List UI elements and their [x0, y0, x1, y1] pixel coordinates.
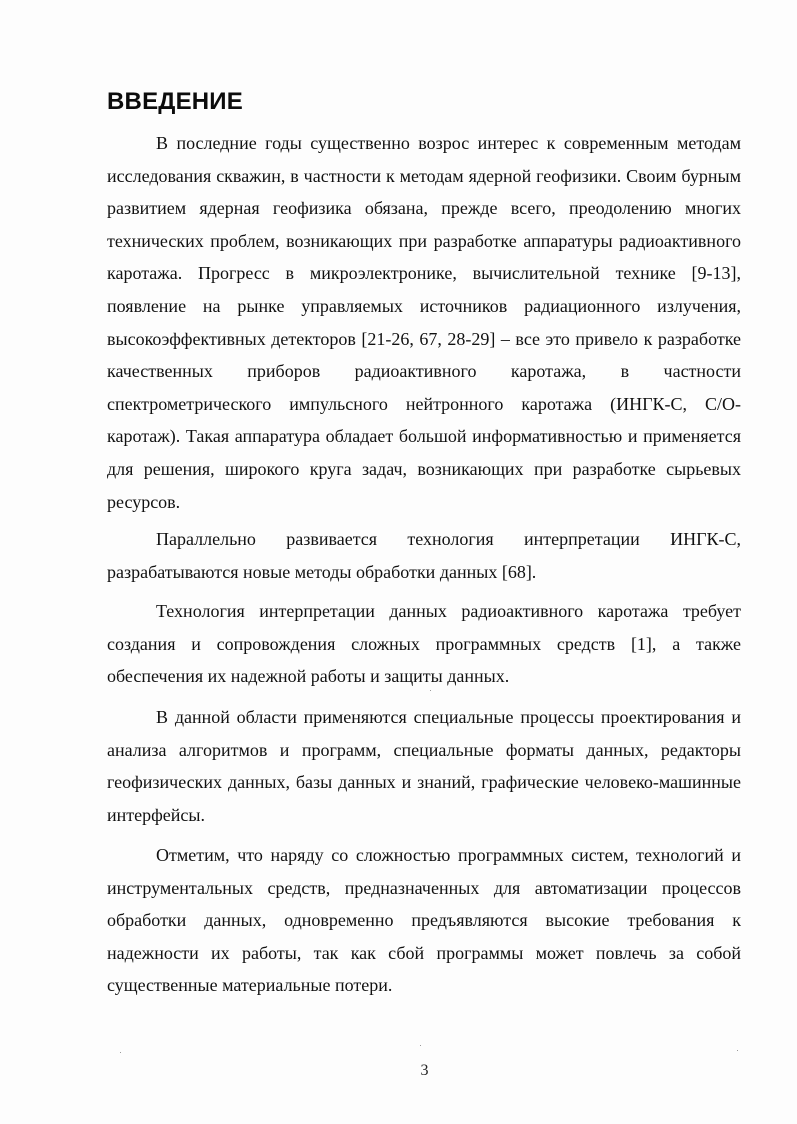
paragraph: Технология интерпретации данных радиоактивного каротажа требует создания и сопровождения сложных программных средств [1], а также обеспечения их надежной работы и защиты данных. — [107, 601, 741, 687]
paragraph: Отметим, что наряду со сложностью программных систем, технологий и инструментальных средств, предназначенных для автоматизации процессов обработки данных, одновременно предъявляются высокие требования к надежности их работы, так как сбой программы может повлечь за собой существенные материальные потери. — [107, 845, 741, 996]
scan-speck — [120, 1052, 121, 1053]
scan-speck — [430, 690, 431, 691]
scan-speck — [420, 1045, 421, 1046]
paragraph-1-block — [107, 127, 741, 518]
section-heading: ВВЕДЕНИЕ — [107, 88, 243, 115]
paragraph-5-block — [107, 839, 741, 1002]
page-number: 3 — [420, 1062, 429, 1079]
paragraph-2-block — [107, 523, 741, 588]
paragraph-4-block — [107, 701, 741, 831]
paragraph-3-block — [107, 595, 741, 693]
paragraph: Параллельно развивается технология интерпретации ИНГК-С, разрабатываются новые методы обработки данных [68]. — [107, 529, 741, 582]
paragraph: В последние годы существенно возрос интерес к современным методам исследования скважин, в частности к методам ядерной геофизики. Своим бурным развитием ядерная геофизика обязана, прежде всего, преодолению многих технических проблем, возникающих при разработке аппаратуры радиоактивного каротажа. Прогресс в микроэлектронике, вычислительной технике [9-13], появление на рынке управляемых источников радиационного излучения, высокоэффективных детекторов [21-26, 67, 28-29] – все это привело к разработке качественных приборов радиоактивного каротажа, в частности спектрометрического импульсного нейтронного каротажа (ИНГК-С, С/О-каротаж). Такая аппаратура обладает большой информативностью и применяется для решения, широкого круга задач, возникающих при разработке сырьевых ресурсов. — [107, 133, 741, 512]
scan-speck — [737, 1050, 738, 1051]
paragraph: В данной области применяются специальные процессы проектирования и анализа алгоритмов и программ, специальные форматы данных, редакторы геофизических данных, базы данных и знаний, графические человеко-машинные интерфейсы. — [107, 707, 741, 825]
